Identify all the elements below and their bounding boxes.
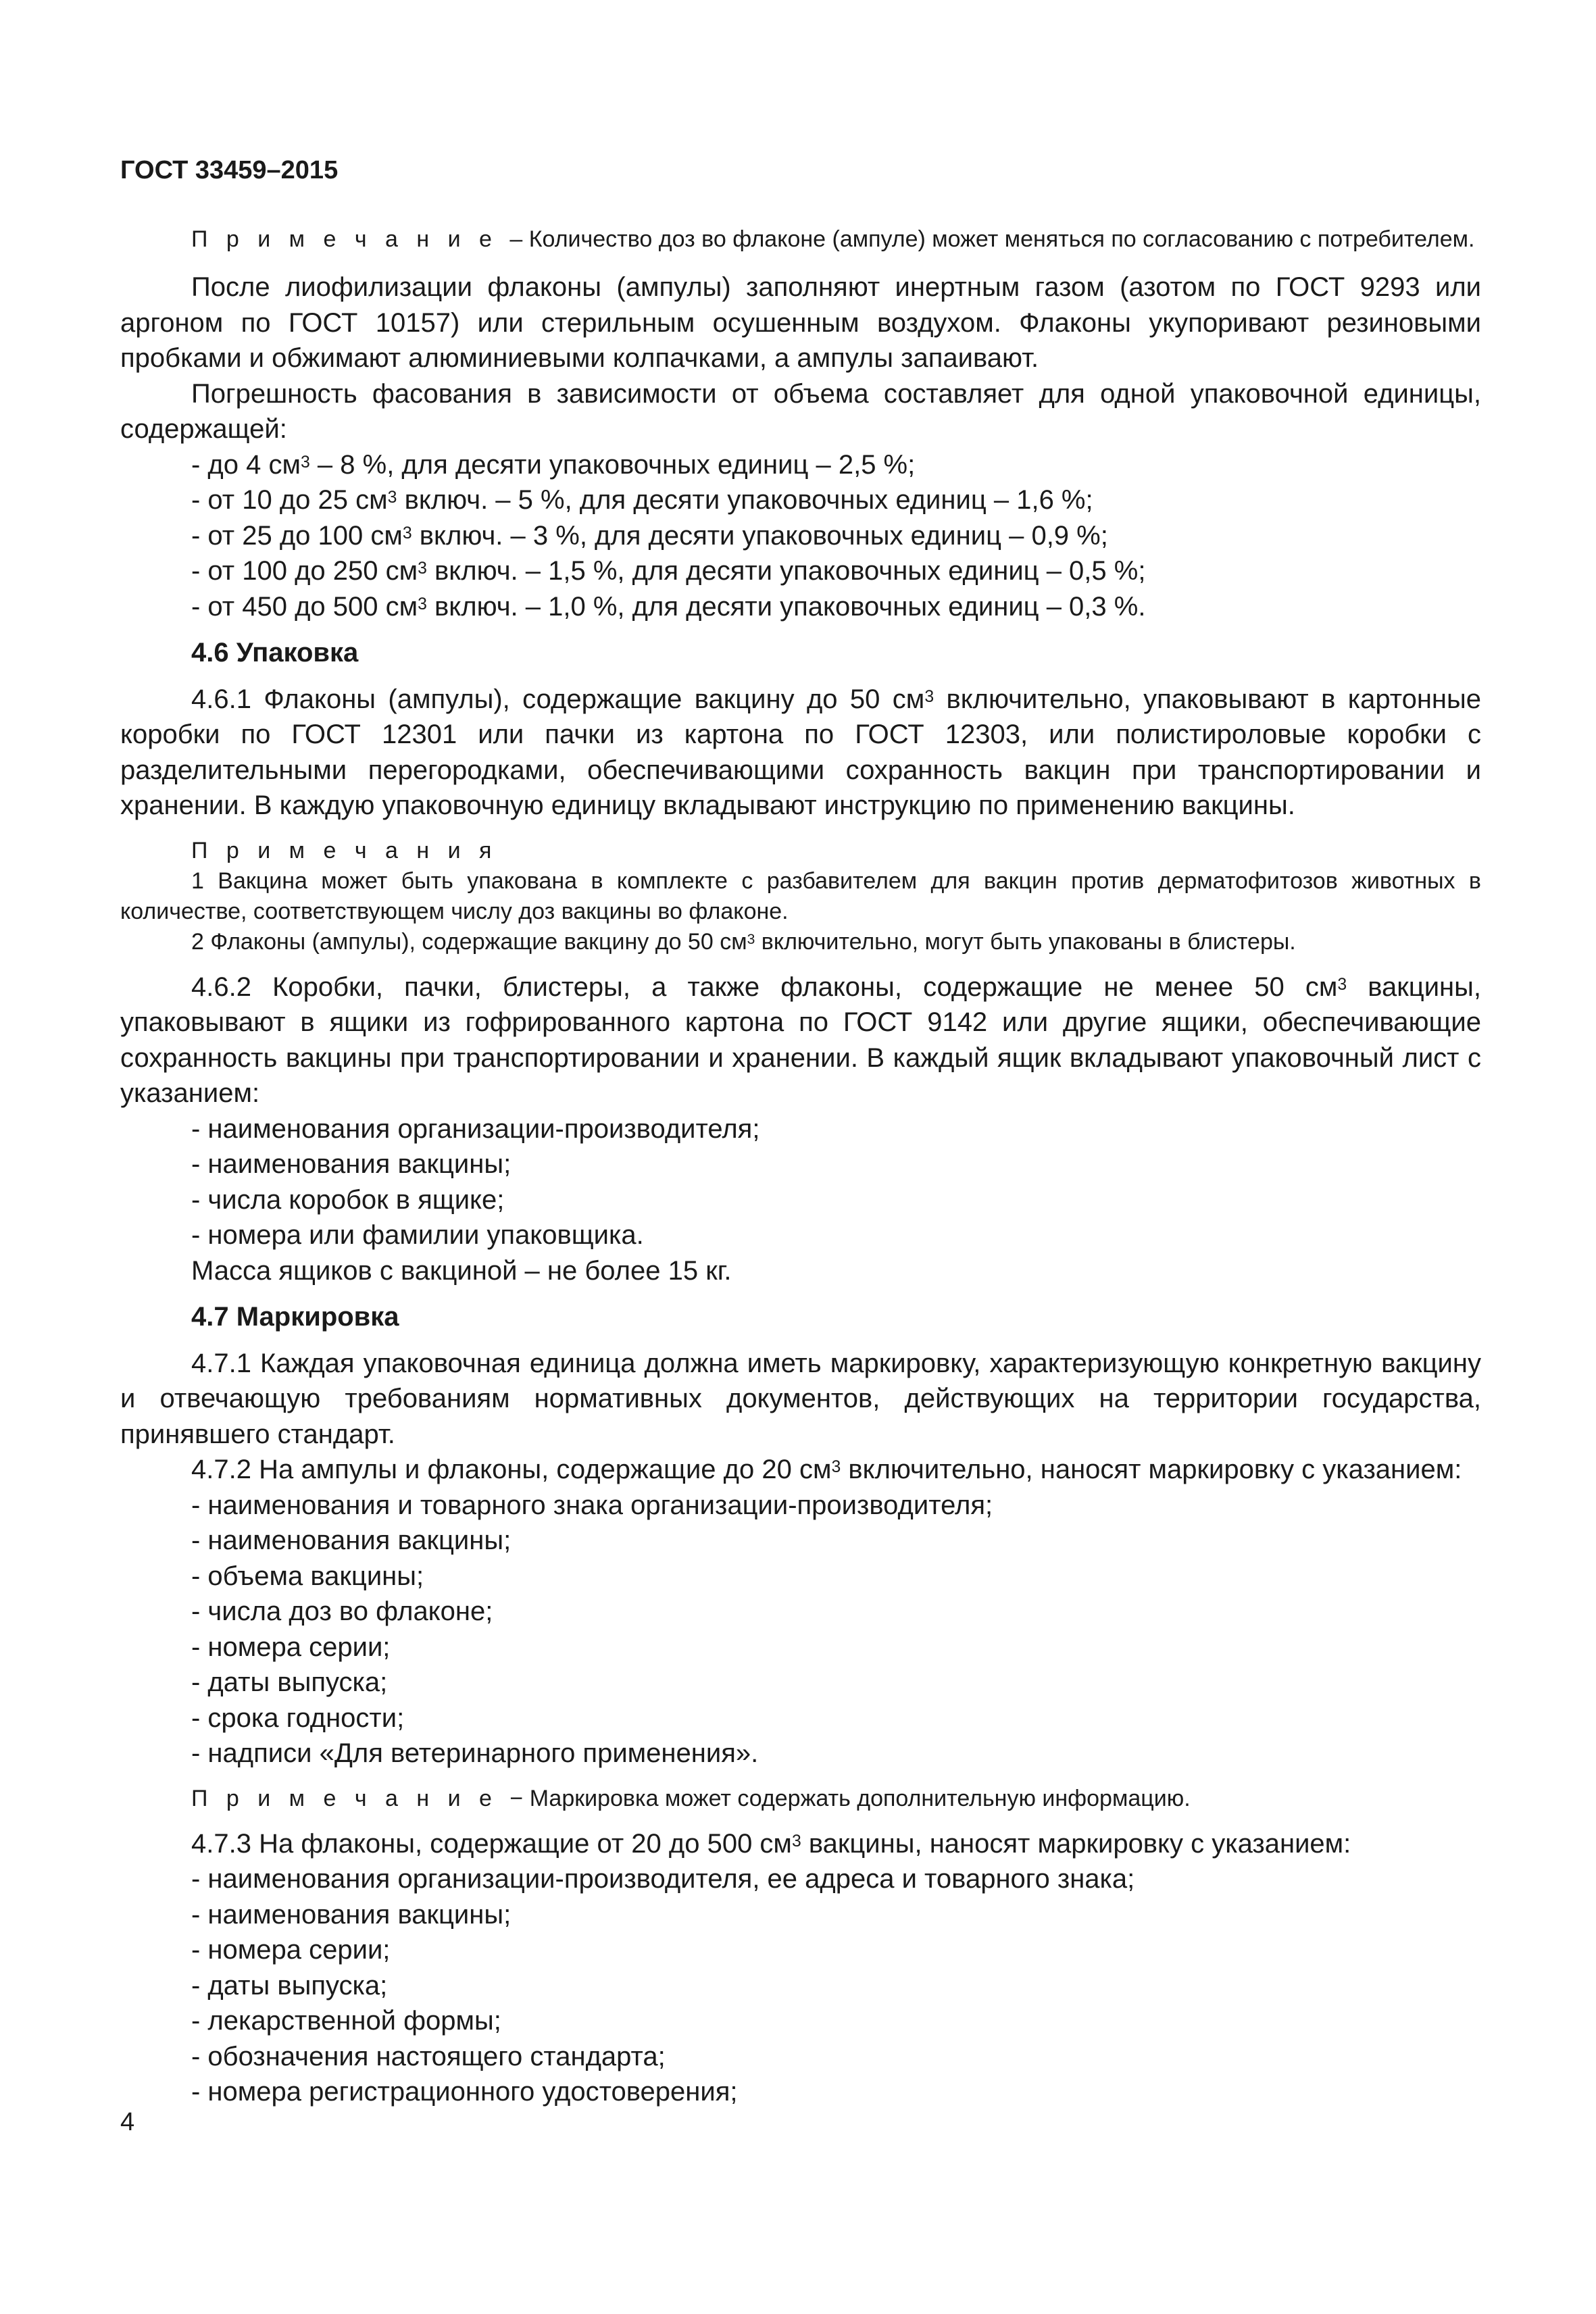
packing-sheet-list [120, 1111, 1481, 1253]
list-item: - числа коробок в ящике; [191, 1184, 505, 1215]
list-item: - номера серии; [191, 1632, 391, 1662]
paragraph-lyophilization: После лиофилизации флаконы (ампулы) заполняют инертным газом (азотом по ГОСТ 9293 или аргоном по ГОСТ 10157) или стерильным осушенным воздухом. Флаконы укупоривают резиновыми пробками и обжимают алюминиевыми колпачками, а ампулы запаивают. [120, 272, 1481, 373]
page-number: 4 [120, 2108, 135, 2136]
list-item: - наименования и товарного знака организации-производителя; [191, 1490, 993, 1520]
paragraph-dosing-error: Погрешность фасования в зависимости от объема составляет для одной упаковочной единицы, содержащей: [120, 378, 1481, 444]
note-dose-count [120, 224, 1481, 255]
list-item: - до 4 $см^3 - 8$ %, для десяти упаковочных единиц – 2,5 %; [191, 449, 916, 480]
paragraph-4-6-1: 4.6.1 Флаконы (ампулы), содержащие вакцину до 50 $см^3$ включительно, упаковывают в картонные коробки по ГОСТ 12301 или пачки из картона по ГОСТ 12303, или полистироловые коробки с разделительными перегородками, обеспечивающими сохранность вакцин при транспортировании и хранении. В каждую упаковочную единицу вкладывают инструкцию по применению вакцины. [120, 684, 1482, 820]
paragraph-4-6-2: 4.6.2 Коробки, пачки, блистеры, а также флаконы, содержащие не менее 50 $см^3$ вакцины, упаковывают в ящики из гофрированного картона по ГОСТ 9142 или другие ящики, обеспечивающие сохранность вакцины при транспортировании и хранении. В каждый ящик вкладывают упаковочный лист с указанием: [120, 972, 1482, 1108]
list-item: - обозначения настоящего стандарта; [191, 2041, 666, 2071]
list-item: - номера или фамилии упаковщика. [191, 1220, 644, 1250]
list-item: - лекарственной формы; [191, 2006, 501, 2036]
section-heading-marking: 4.7 Маркировка [191, 1302, 399, 1332]
notes-packaging [120, 836, 1481, 957]
note-marking: П р и м е ч а н и е − Маркировка может содержать дополнительную информацию. [191, 1785, 1191, 1811]
list-item: - срока годности; [191, 1703, 405, 1733]
list-item: - номера серии; [191, 1935, 391, 1965]
list-item: - от 450 до 500 $см^3$ включ. – 1,0 %, для десяти упаковочных единиц – 0,3 %. [191, 591, 1146, 622]
list-item: - даты выпуска; [191, 1667, 388, 1697]
note-item: 2 Флаконы (ампулы), содержащие вакцину до 50 $см^3$ включительно, могут быть упакованы в блистеры. [191, 928, 1296, 955]
list-item: - надписи «Для ветеринарного применения». [191, 1738, 759, 1768]
list-item: - наименования организации-производителя; [191, 1113, 760, 1144]
list-item: - наименования вакцины; [191, 1526, 512, 1555]
dosing-error-list [120, 447, 1481, 625]
list-item: - наименования вакцины; [191, 1149, 512, 1179]
ampoule-marking-list [120, 1488, 1481, 1771]
list-item: - даты выпуска; [191, 1970, 388, 2001]
notes-label: П р и м е ч а н и я [191, 837, 498, 863]
paragraph-4-7-3: 4.7.3 На флаконы, содержащие от 20 до 500 $см^3$ вакцины, наносят маркировку с указанием: [191, 1828, 1351, 1859]
note-text: – Количество доз во флаконе (ампуле) может меняться по согласованию с потребителем. [503, 226, 1475, 252]
paragraph-4-7-2: 4.7.2 На ампулы и флаконы, содержащие до 20 $см^3$ включительно, наносят маркировку с указанием: [191, 1455, 1462, 1484]
list-item: - от 10 до 25 $см^3$ включ. – 5 %, для десяти упаковочных единиц – 1,6 %; [191, 485, 1093, 515]
list-item: - от 100 до 250 $см^3$ включ. – 1,5 %, для десяти упаковочных единиц – 0,5 %; [191, 556, 1146, 586]
paragraph-box-mass: Масса ящиков с вакциной – не более 15 кг. [191, 1255, 732, 1286]
list-item: - числа доз во флаконе; [191, 1596, 493, 1626]
list-item: - номера регистрационного удостоверения; [191, 2077, 738, 2107]
note-item: 1 Вакцина может быть упакована в комплекте с разбавителем для вакцин против дерматофитозов животных в количестве, соответствующем числу доз вакцины во флаконе. [120, 867, 1481, 924]
paragraph-4-7-1: 4.7.1 Каждая упаковочная единица должна иметь маркировку, характеризующую конкретную вакцину и отвечающую требованиям нормативных документов, действующих на территории государства, принявшего стандарт. [120, 1348, 1481, 1449]
list-item: - от 25 до 100 $см^3$ включ. – 3 %, для десяти упаковочных единиц – 0,9 %; [191, 520, 1108, 551]
list-item: - наименования организации-производителя, ее адреса и товарного знака; [191, 1864, 1135, 1894]
document-header: ГОСТ 33459–2015 [120, 156, 339, 184]
note-label: П р и м е ч а н и е [191, 226, 498, 252]
list-item: - объема вакцины; [191, 1561, 424, 1591]
vial-marking-list [120, 1861, 1481, 2110]
section-heading-packaging: 4.6 Упаковка [191, 638, 359, 668]
list-item: - наименования вакцины; [191, 1899, 512, 1930]
